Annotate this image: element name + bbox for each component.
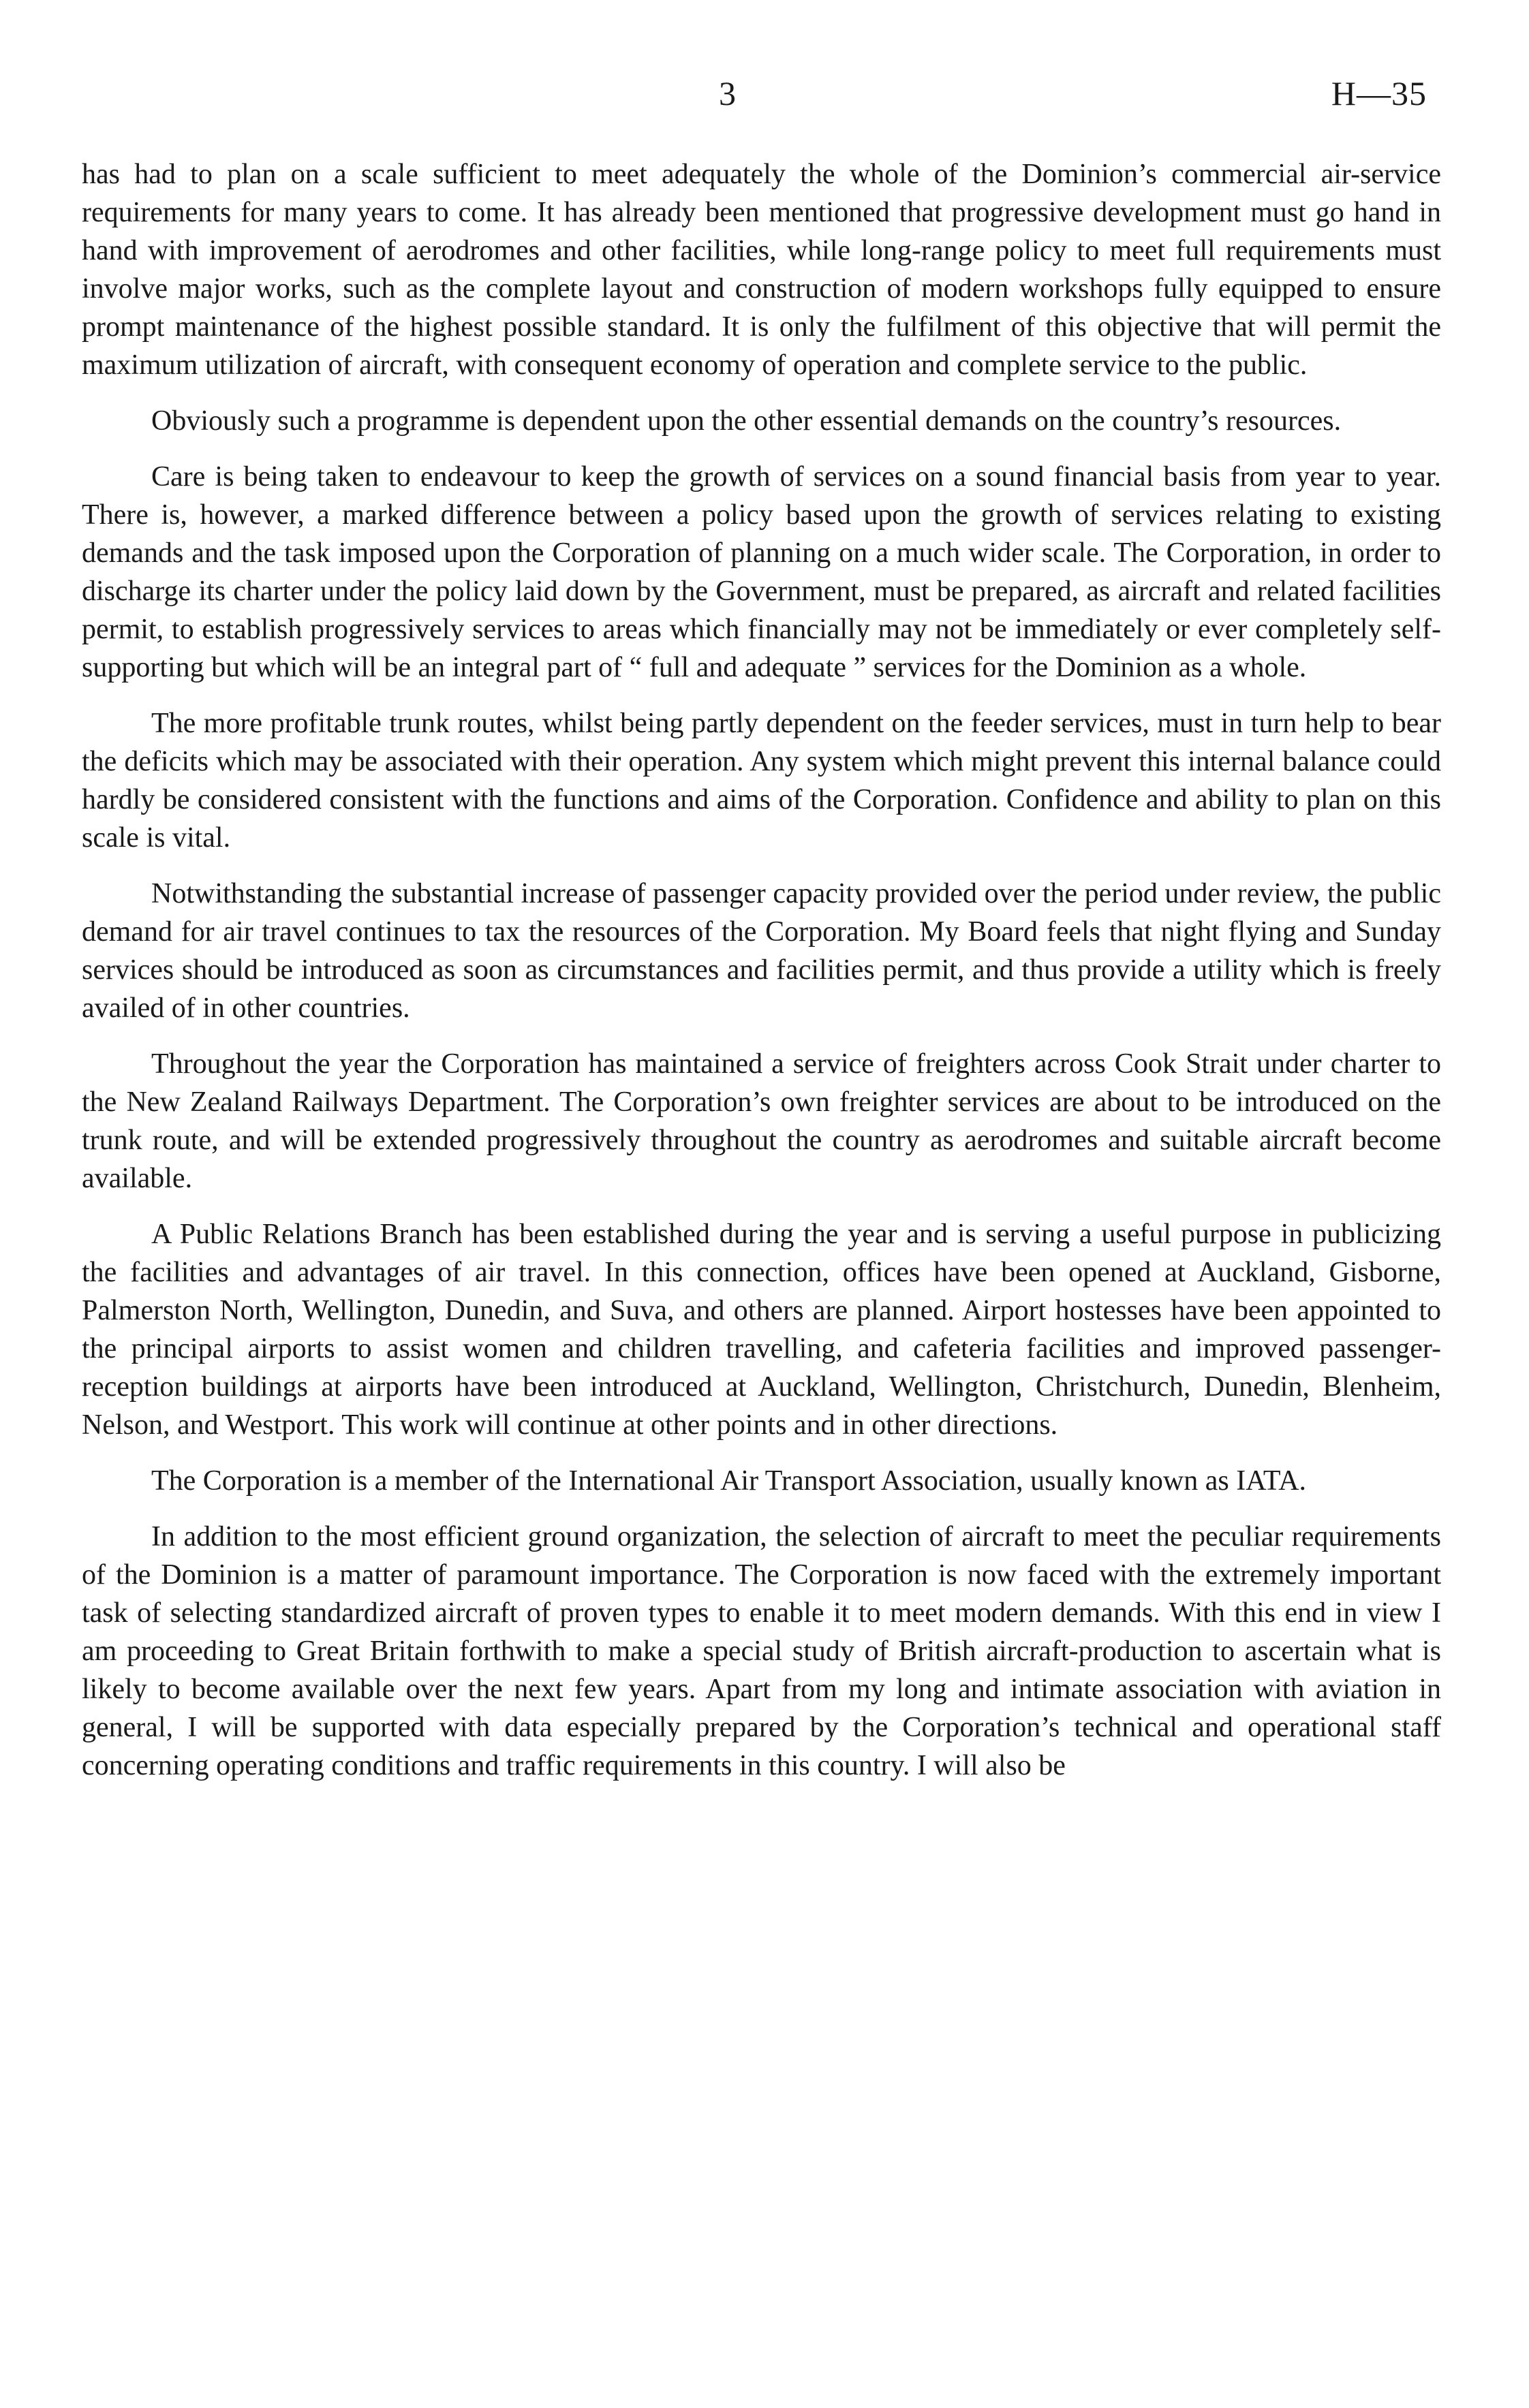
body-text <box>82 155 1441 1785</box>
paragraph-continuation: has had to plan on a scale sufficient to meet adequately the whole of the Dominion’s commercial air-service requirements for many years to come. It has already been mentioned that progressive development must go hand in hand with improvement of aerodromes and other facilities, while long-range policy to meet full requirements must involve major works, such as the complete layout and construction of modern workshops fully equipped to ensure prompt maintenance of the highest possible standard. It is only the fulfilment of this objective that will permit the maximum utilization of aircraft, with consequent economy of operation and complete service to the public. <box>82 159 1441 381</box>
paragraph-iata-membership: The Corporation is a member of the International Air Transport Association, usually known as IATA. <box>151 1465 1307 1497</box>
paragraph-programme-dependence: Obviously such a programme is dependent upon the other essential demands on the country’s resources. <box>151 405 1342 437</box>
page-number: 3 <box>719 74 736 112</box>
document-reference: H—35 <box>1331 74 1427 112</box>
paragraph-trunk-routes: The more profitable trunk routes, whilst being partly dependent on the feeder services, must in turn help to bear the deficits which may be associated with their operation. Any system which might prevent this internal balance could hardly be considered consistent with the functions and aims of the Corporation. Confidence and ability to plan on this scale is vital. <box>82 708 1441 854</box>
paragraph-freighter-services: Throughout the year the Corporation has maintained a service of freighters across Cook Strait under charter to the New Zealand Railways Department. The Corporation’s own freighter services are about to be introduced on the trunk route, and will be extended progressively throughout the country as aerodromes and suitable aircraft become available. <box>82 1048 1441 1194</box>
page-header <box>0 76 1529 131</box>
paragraph-aircraft-selection: In addition to the most efficient ground organization, the selection of aircraft to meet the peculiar requirements of the Dominion is a matter of paramount importance. The Corporation is now faced with the extremely important task of selecting standardized aircraft of proven types to enable it to meet modern demands. With this end in view I am proceeding to Great Britain forthwith to make a special study of British aircraft-production to ascertain what is likely to become available over the next few years. Apart from my long and intimate association with aviation in general, I will be supported with data especially prepared by the Corporation’s technical and operational staff concerning operating conditions and traffic requirements in this country. I will also be <box>82 1521 1441 1781</box>
paragraph-public-relations: A Public Relations Branch has been established during the year and is serving a useful purpose in publicizing the facilities and advantages of air travel. In this connection, offices have been opened at Auckland, Gisborne, Palmerston North, Wellington, Dunedin, and Suva, and others are planned. Airport hostesses have been appointed to the principal airports to assist women and children travelling, and cafeteria facilities and improved passenger-reception buildings at airports have been introduced at Auckland, Wellington, Christchurch, Dunedin, Blenheim, Nelson, and Westport. This work will continue at other points and in other directions. <box>82 1219 1441 1441</box>
paragraph-financial-basis: Care is being taken to endeavour to keep the growth of services on a sound financial basis from year to year. There is, however, a marked difference between a policy based upon the growth of services relating to existing demands and the task imposed upon the Corporation of planning on a much wider scale. The Corporation, in order to discharge its charter under the policy laid down by the Government, must be prepared, as aircraft and related facilities permit, to establish progressively services to areas which financially may not be immediately or ever completely self-supporting but which will be an integral part of “ full and adequate ” services for the Dominion as a whole. <box>82 461 1441 683</box>
paragraph-passenger-capacity: Notwithstanding the substantial increase of passenger capacity provided over the period under review, the public demand for air travel continues to tax the resources of the Corporation. My Board feels that night flying and Sunday services should be introduced as soon as circumstances and facilities permit, and thus provide a utility which is freely availed of in other countries. <box>82 878 1441 1024</box>
